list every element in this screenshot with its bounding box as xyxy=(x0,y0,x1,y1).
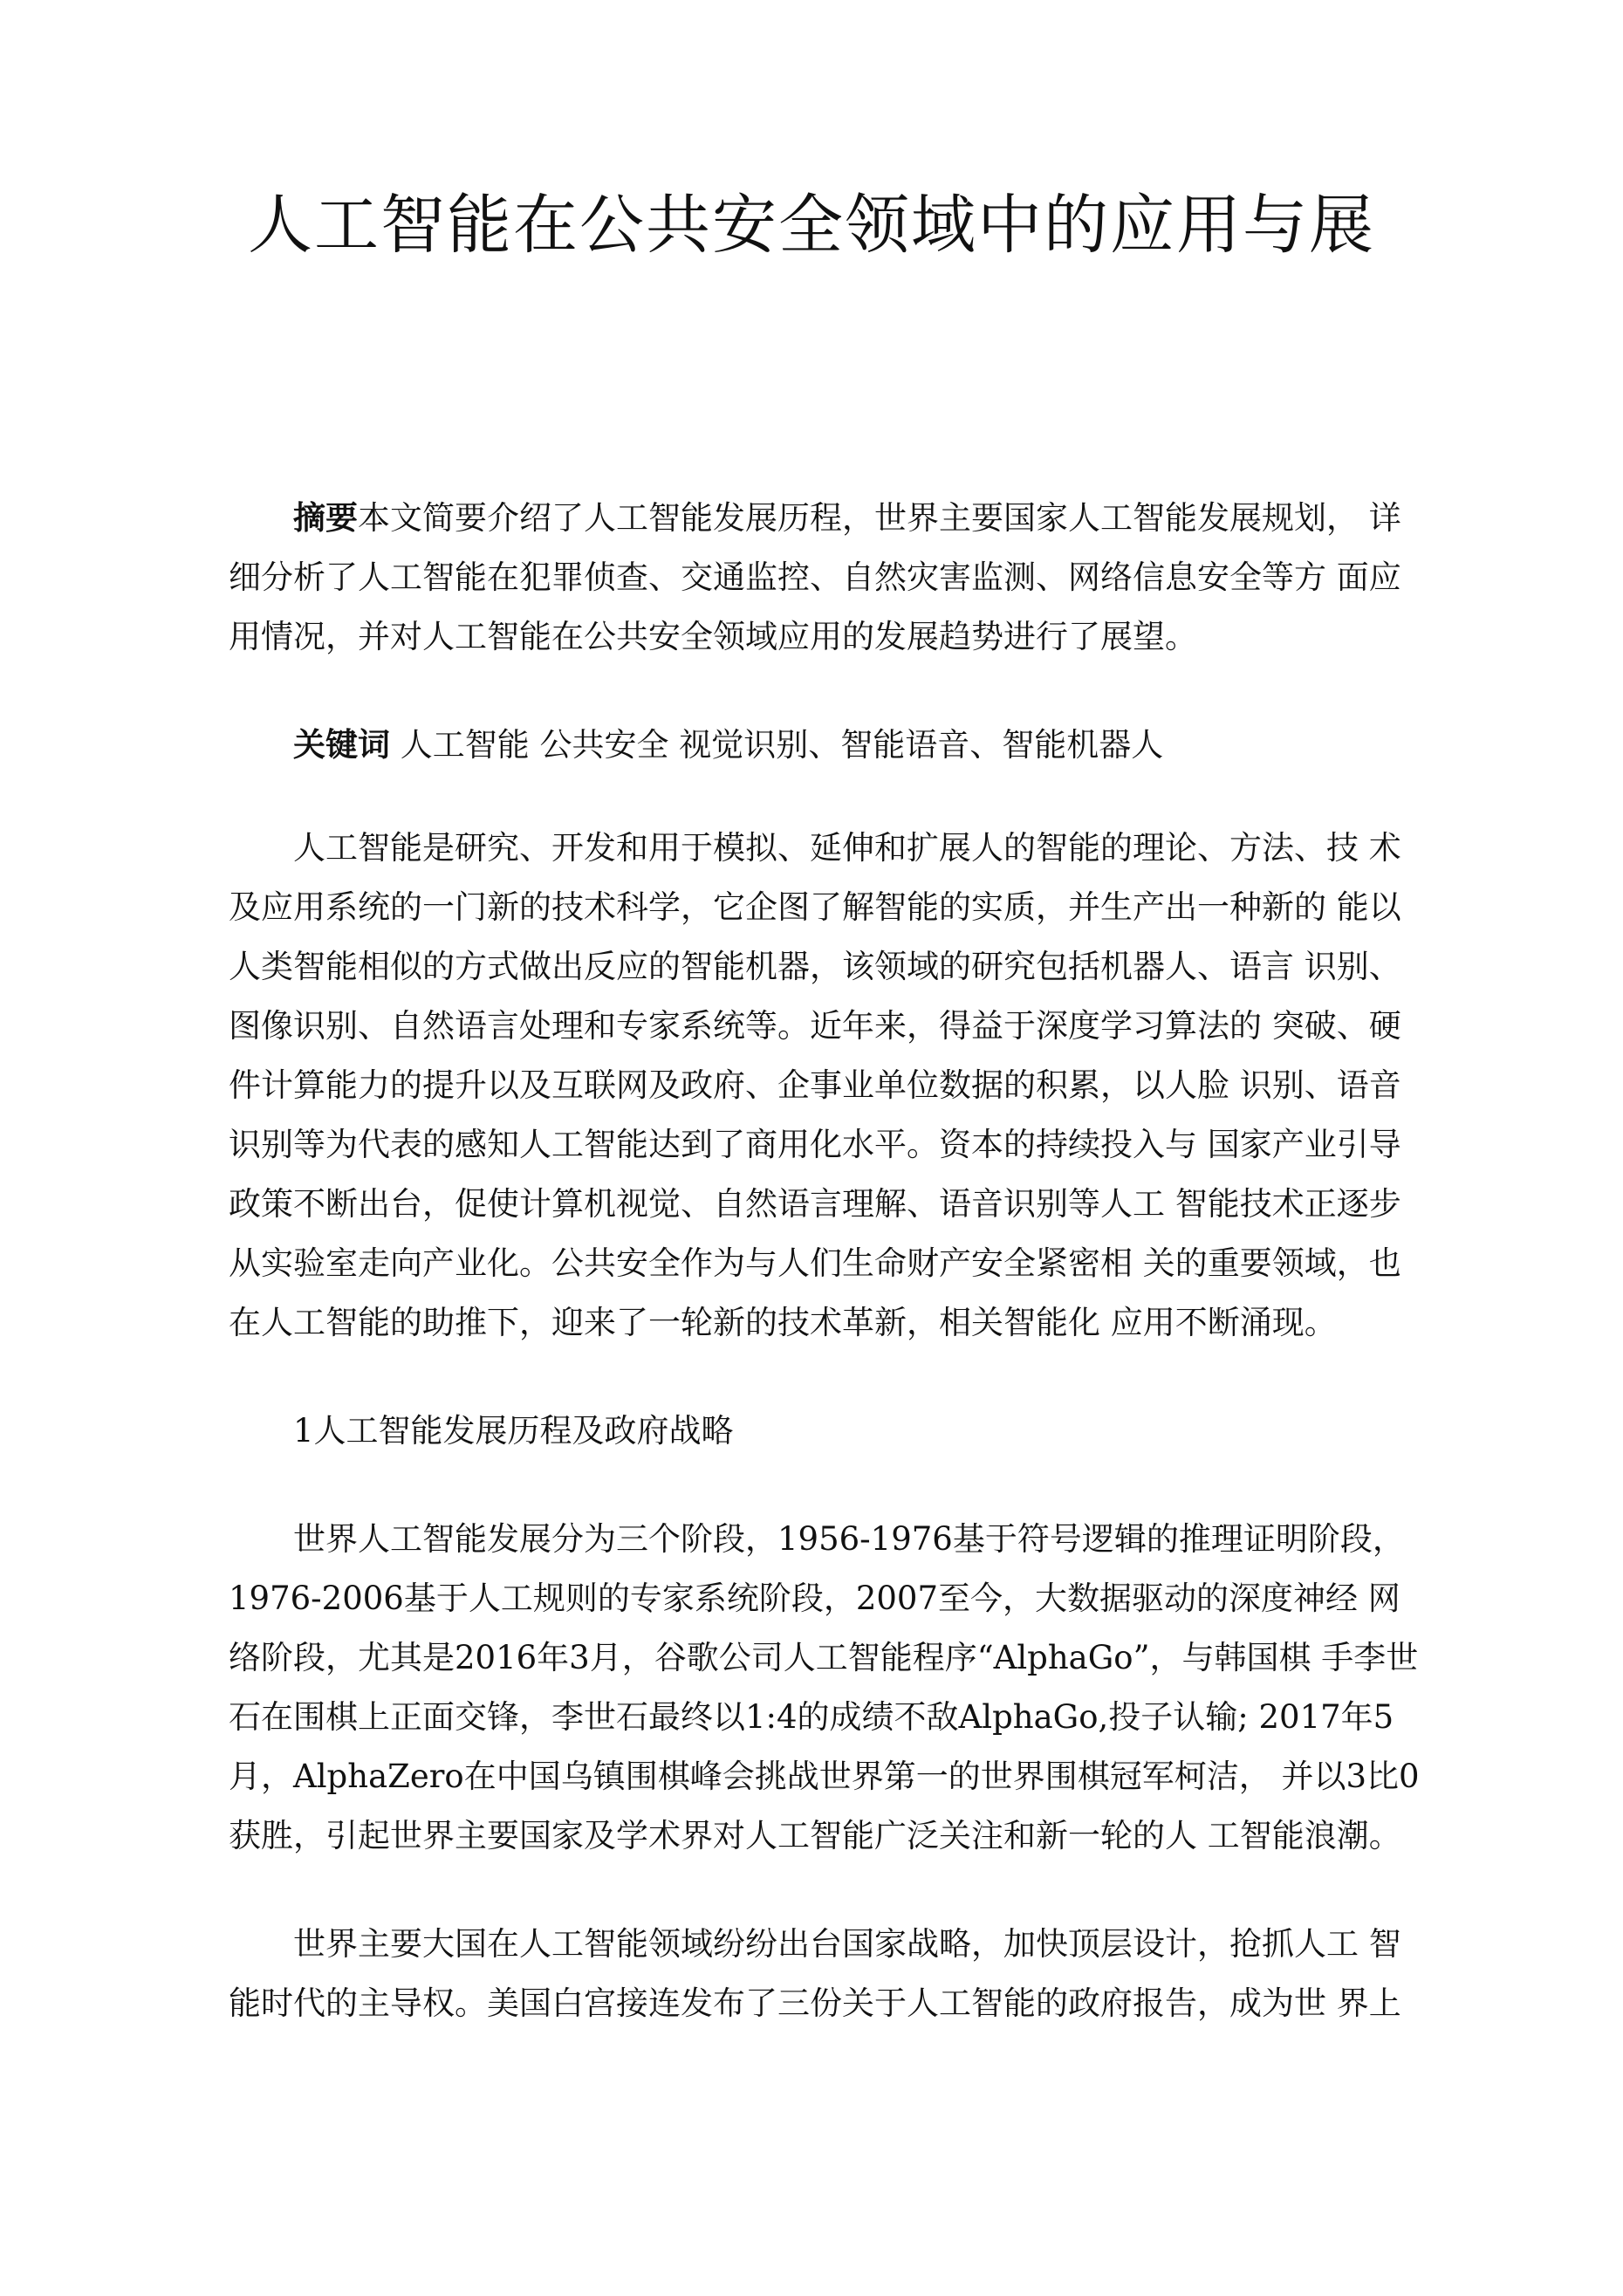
keywords-text: 人工智能 公共安全 视觉识别、智能语音、智能机器人 xyxy=(390,726,1164,764)
document-body xyxy=(229,489,1424,2033)
intro-paragraph: 人工智能是研究、开发和用于模拟、延伸和扩展人的智能的理论、方法、技 术及应用系统的一门新的技术科学，它企图了解智能的实质，并生产出一种新的 能以人类智能相似的方式做出反应的智能机器，该领域的研究包括机器人、语言 识别、图像识别、自然语言处理和专家系统等。近年来，得益于深度学习算法的 突破、硬件计算能力的提升以及互联网及政府、企事业单位数据的积累，以人脸 识别、语音识别等为代表的感知人工智能达到了商用化水平。资本的持续投入与 国家产业引导政策不断出台，促使计算机视觉、自然语言理解、语音识别等人工 智能技术正逐步从实验室走向产业化。公共安全作为与人们生命财产安全紧密相 关的重要领域，也在人工智能的助推下，迎来了一轮新的技术革新，相关智能化 应用不断涌现。 xyxy=(229,829,1401,1341)
section-heading: 1人工智能发展历程及政府战略 xyxy=(293,1412,734,1450)
abstract-text: 本文简要介绍了人工智能发展历程，世界主要国家人工智能发展规划， 详细分析了人工智能在犯罪侦查、交通监控、自然灾害监测、网络信息安全等方 面应用情况，并对人工智能在公共安全领域应用的发展趋势进行了展望。 xyxy=(229,499,1401,655)
abstract-label: 摘要 xyxy=(293,499,358,537)
strategy-paragraph: 世界主要大国在人工智能领域纷纷出台国家战略，加快顶层设计，抢抓人工 智能时代的主导权。美国白宫接连发布了三份关于人工智能的政府报告，成为世 界上 xyxy=(229,1925,1401,2022)
history-paragraph: 世界人工智能发展分为三个阶段，1956-1976基于符号逻辑的推理证明阶段，1976-2006基于人工规则的专家系统阶段，2007至今，大数据驱动的深度神经 网络阶段，尤其是2016年3月，谷歌公司人工智能程序“AlphaGo”，与韩国棋 手李世石在围棋上正面交锋，李世石最终以1:4的成绩不敌AlphaGo,投子认输; 2017年5月，AlphaZero在中国乌镇围棋峰会挑战世界第一的世界围棋冠军柯洁， 并以3比0获胜，引起世界主要国家及学术界对人工智能广泛关注和新一轮的人 工智能浪潮。 xyxy=(229,1520,1420,1854)
keywords-label: 关键词 xyxy=(293,726,390,764)
abstract-paragraph xyxy=(229,489,1424,667)
document-title: 人工智能在公共安全领域中的应用与展 xyxy=(248,188,1375,263)
keywords-paragraph xyxy=(229,716,1424,775)
